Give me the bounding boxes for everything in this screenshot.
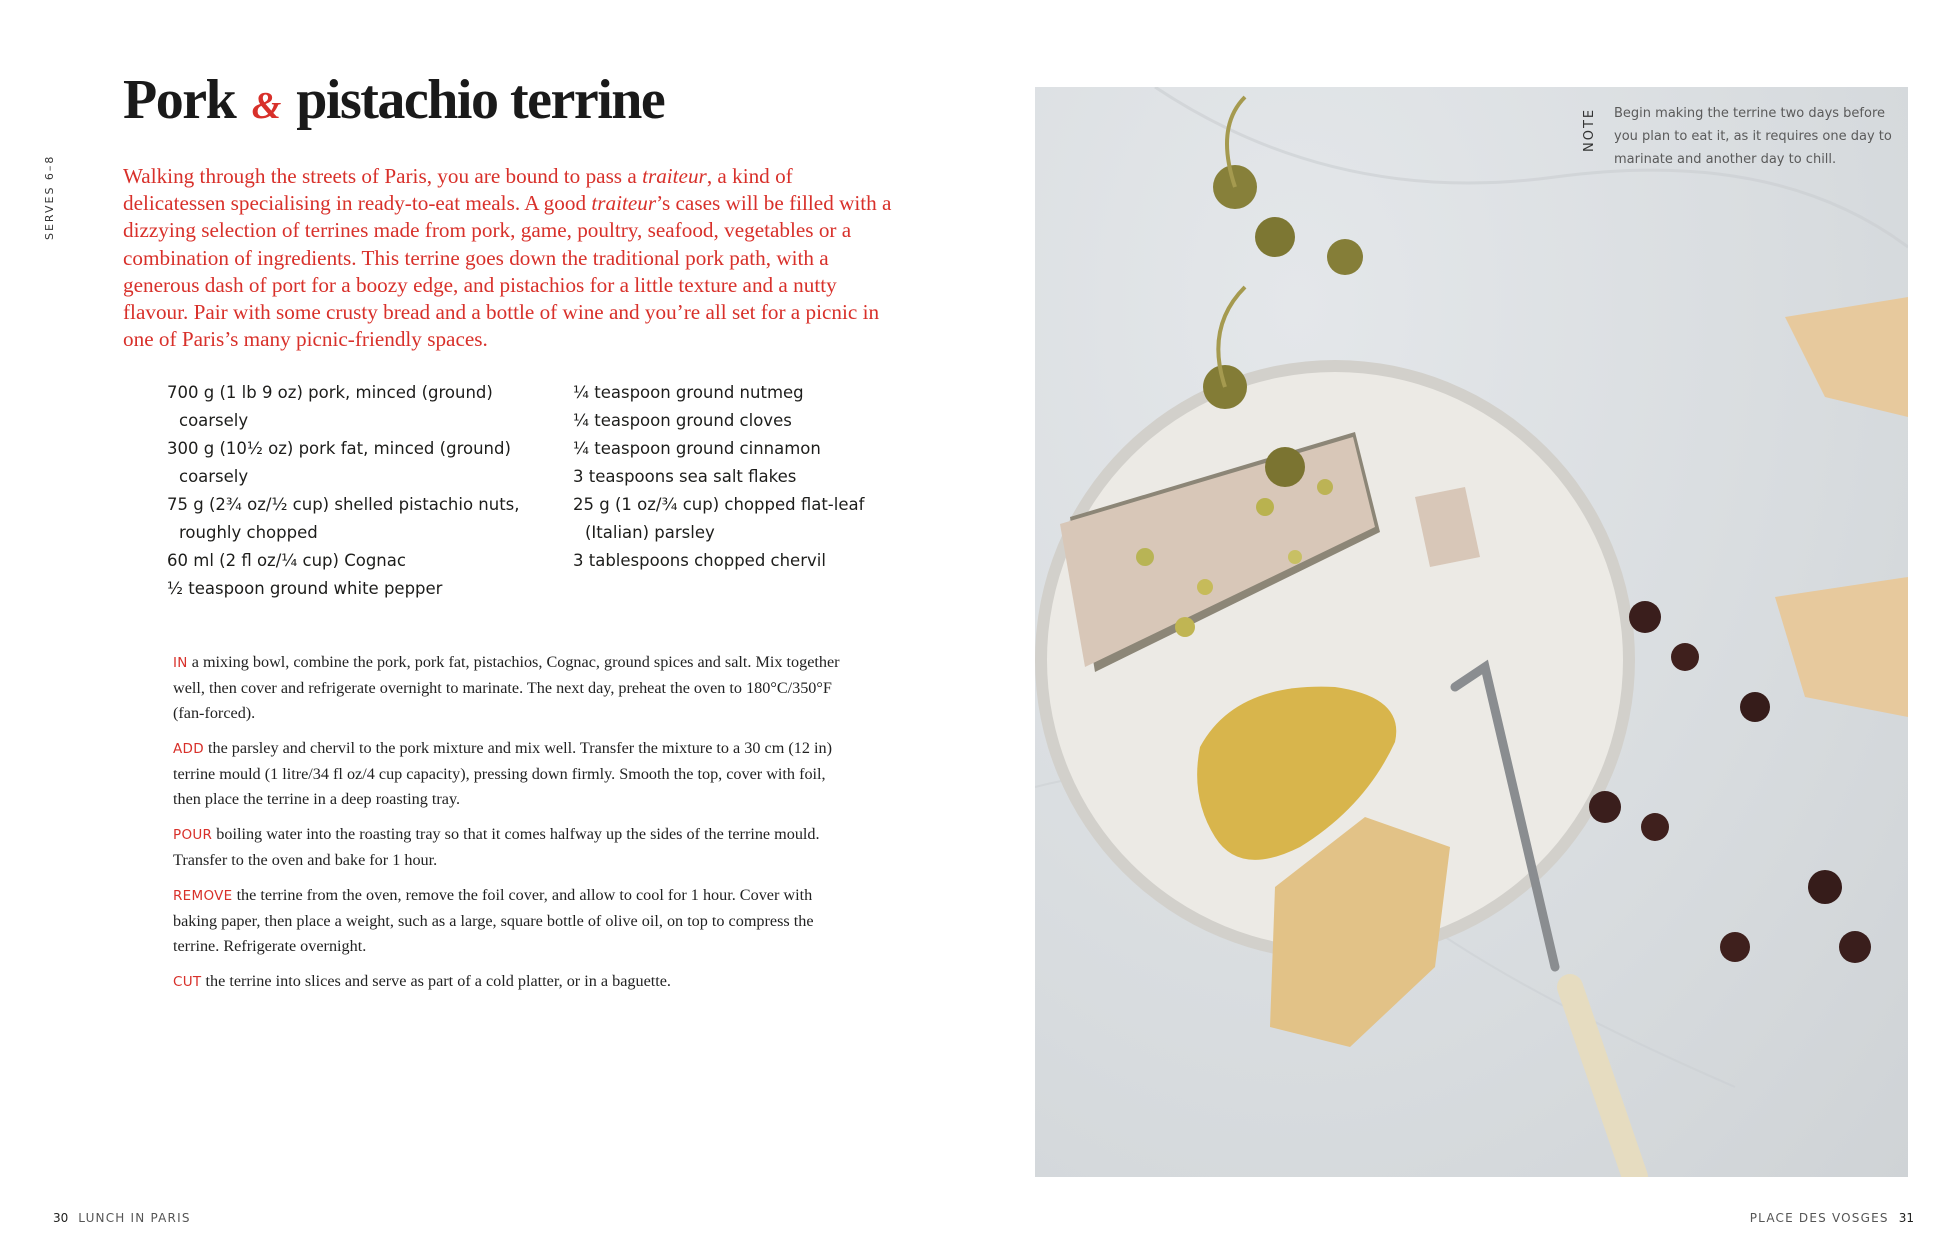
intro-text-2: , a kind of delicatessen specialising in ready-to-eat meals. A good bbox=[123, 164, 793, 216]
ingredient-item: 25 g (1 oz/¾ cup) chopped flat-leaf (Italian) parsley bbox=[573, 495, 865, 542]
section-name-right: PLACE DES VOSGES bbox=[1749, 1211, 1889, 1225]
method-step bbox=[173, 822, 853, 873]
method-text: the parsley and chervil to the pork mixture and mix well. Transfer the mixture to a 30 cm (12 in) terrine mould (1 litre/34 fl oz/4 cup capacity), pressing down firmly. Smooth the top, cover with foil, then place the terrine in a deep roasting tray. bbox=[173, 739, 832, 808]
ingredient-item: ¼ teaspoon ground cinnamon bbox=[573, 439, 821, 458]
ingredients-right-column bbox=[573, 379, 913, 575]
method-verb: ADD bbox=[173, 741, 204, 757]
intro-text-3: ’s cases will be filled with a dizzying selection of terrines made from pork, game, poultry, seafood, vegetables or a combination of ingredients. This terrine goes down the traditional pork path, with a generous dash of port for a boozy edge, and pistachios for a little texture and a nutty flavour. Pair with some crusty bread and a bottle of wine and you’re all set for a picnic in one of Paris’s many picnic-friendly spaces. bbox=[123, 191, 892, 352]
cracker-piece bbox=[1785, 297, 1908, 417]
ingredient-item: 300 g (10½ oz) pork fat, minced (ground) coarsely bbox=[167, 439, 511, 486]
method-step bbox=[173, 969, 853, 995]
ingredient-item: ½ teaspoon ground white pepper bbox=[167, 579, 443, 598]
ingredient-item: 3 tablespoons chopped chervil bbox=[573, 551, 826, 570]
title-pistachio-terrine: pistachio terrine bbox=[296, 69, 665, 131]
ingredient-item: ¼ teaspoon ground cloves bbox=[573, 411, 792, 430]
method-verb: REMOVE bbox=[173, 888, 233, 904]
ingredient-item: ¼ teaspoon ground nutmeg bbox=[573, 383, 804, 402]
page-number-left: 30 bbox=[53, 1211, 69, 1225]
method-verb: CUT bbox=[173, 974, 202, 990]
ingredient-item: 700 g (1 lb 9 oz) pork, minced (ground) coarsely bbox=[167, 383, 493, 430]
cracker-piece bbox=[1775, 577, 1908, 717]
note-text: Begin making the terrine two days before you plan to eat it, as it requires one day to marinate and another day to chill. bbox=[1614, 106, 1892, 167]
footer-right bbox=[1750, 1211, 1924, 1225]
method-text: boiling water into the roasting tray so that it comes halfway up the sides of the terrine mould. Transfer to the oven and bake for 1 hour. bbox=[173, 825, 820, 869]
section-name-left: LUNCH IN PARIS bbox=[78, 1211, 191, 1225]
method-text: the terrine into slices and serve as part of a cold platter, or in a baguette. bbox=[201, 972, 671, 990]
method-step bbox=[173, 883, 853, 959]
intro-emphasis-1: traiteur bbox=[642, 164, 707, 188]
intro-emphasis-2: traiteur bbox=[591, 191, 657, 216]
food-photo bbox=[1035, 87, 1908, 1177]
method-text: the terrine from the oven, remove the foil cover, and allow to cool for 1 hour. Cover with baking paper, then place a weight, such as a large, square bottle of olive oil, on top to compress the terrine. Refrigerate overnight. bbox=[173, 886, 814, 955]
title-pork: Pork bbox=[123, 69, 236, 131]
ingredient-item: 75 g (2¾ oz/½ cup) shelled pistachio nuts, roughly chopped bbox=[167, 495, 520, 542]
serves-label: SERVES 6–8 bbox=[43, 154, 56, 240]
intro-paragraph bbox=[123, 163, 898, 353]
ingredient-item: 3 teaspoons sea salt flakes bbox=[573, 467, 797, 486]
method-verb: POUR bbox=[173, 827, 213, 843]
footer-left bbox=[43, 1211, 191, 1225]
method-verb: IN bbox=[173, 655, 188, 671]
method-section bbox=[173, 650, 853, 1005]
recipe-title bbox=[123, 68, 664, 132]
method-step bbox=[173, 650, 853, 726]
ingredient-item: 60 ml (2 fl oz/¼ cup) Cognac bbox=[167, 551, 406, 570]
page-number-right: 31 bbox=[1898, 1211, 1914, 1225]
method-text: a mixing bowl, combine the pork, pork fat, pistachios, Cognac, ground spices and salt. Mix together well, then cover and refrigerate overnight to marinate. The next day, preheat the oven to 180°C/350°F (fan-forced). bbox=[173, 653, 840, 722]
intro-text-1: Walking through the streets of Paris, you are bound to pass a bbox=[123, 164, 643, 188]
method-step bbox=[173, 736, 853, 812]
food-photo-illustration bbox=[1035, 87, 1908, 1177]
title-ampersand: & bbox=[251, 85, 280, 127]
note-label: NOTE bbox=[1582, 107, 1597, 152]
ingredients-left-column bbox=[167, 379, 547, 603]
